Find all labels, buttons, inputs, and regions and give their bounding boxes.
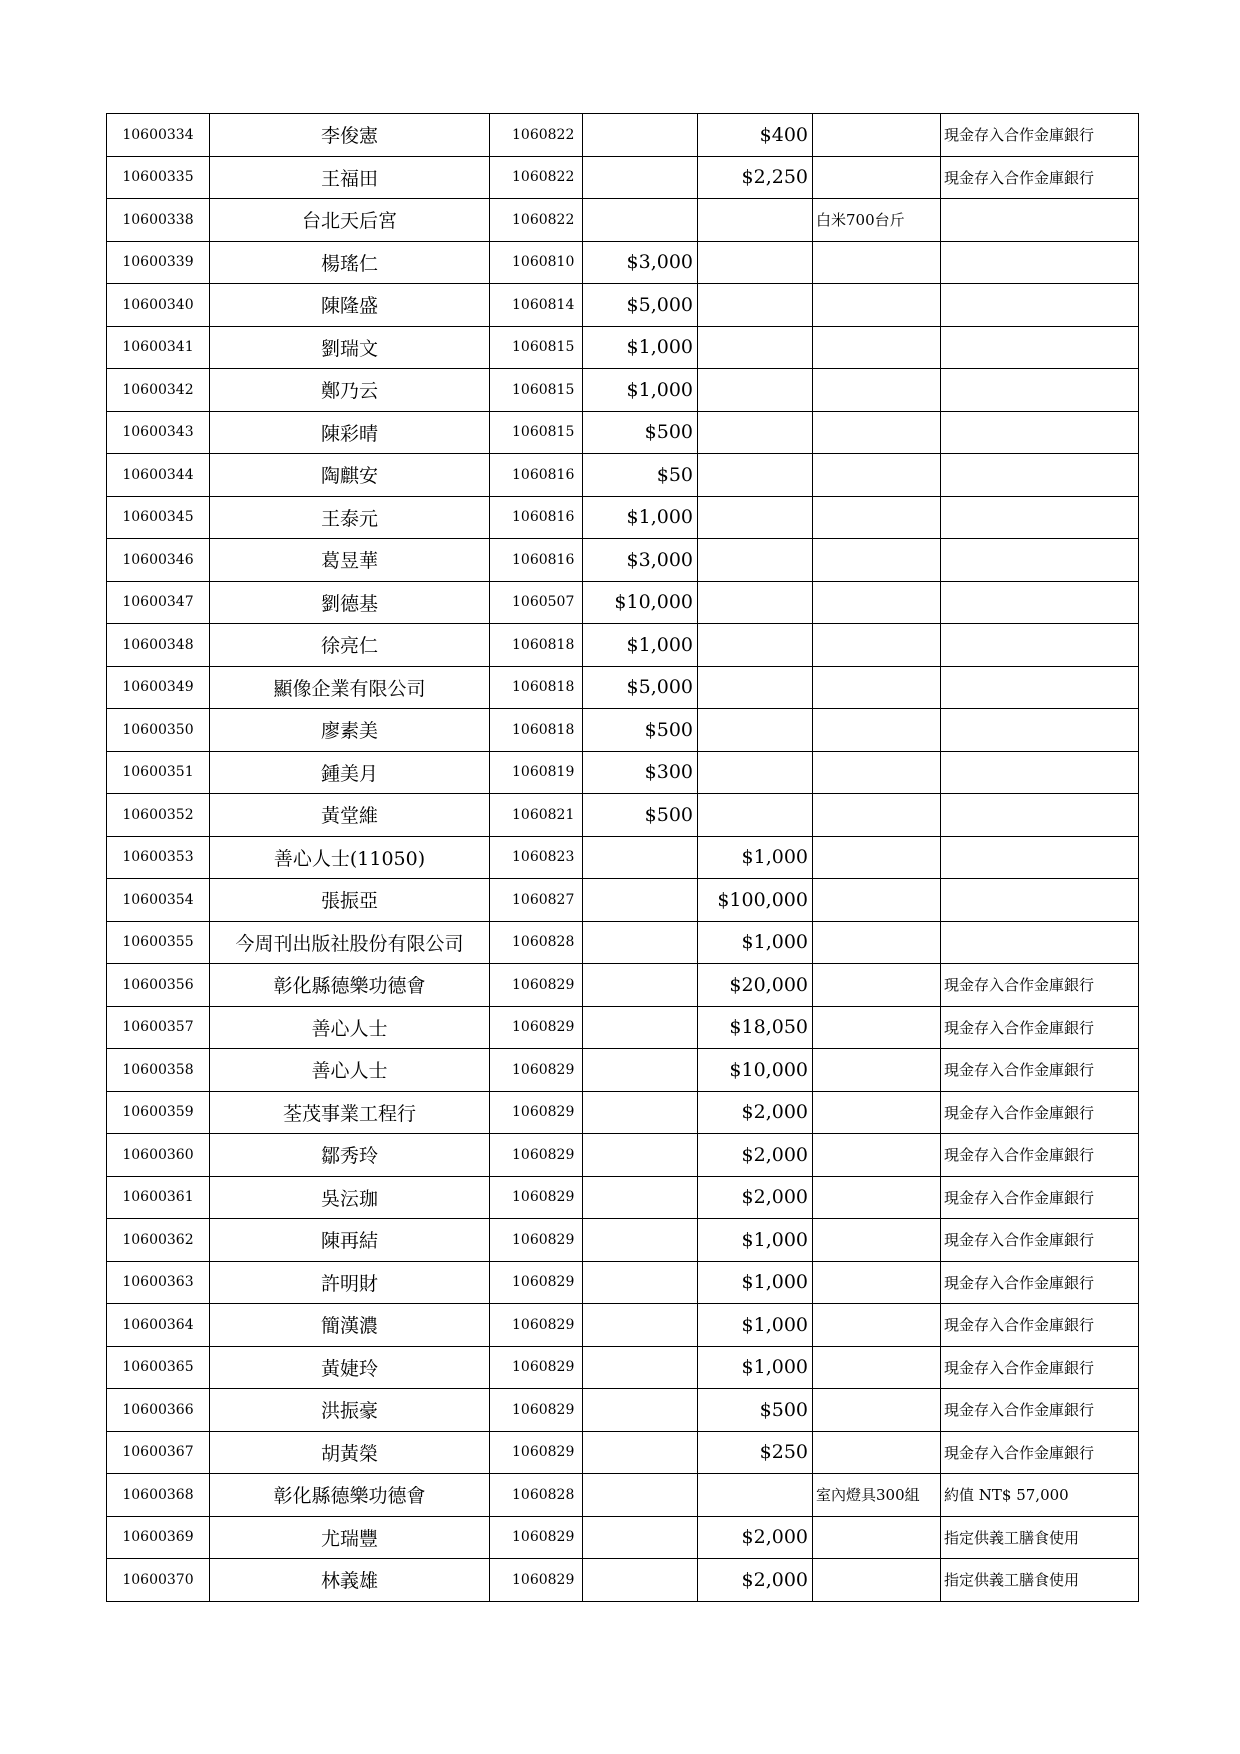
receipt-number-cell: 10600344 <box>107 454 210 497</box>
note-cell <box>941 199 1139 242</box>
note-cell: 現金存入合作金庫銀行 <box>941 1134 1139 1177</box>
receipt-number-cell: 10600350 <box>107 709 210 752</box>
note-cell: 現金存入合作金庫銀行 <box>941 114 1139 157</box>
table-row <box>107 369 1139 412</box>
bank-amount-cell <box>698 411 813 454</box>
note-cell: 現金存入合作金庫銀行 <box>941 1346 1139 1389</box>
table-row <box>107 1261 1139 1304</box>
cash-amount-cell <box>583 1006 698 1049</box>
donor-name-cell: 善心人士(11050) <box>210 836 490 879</box>
cash-amount-cell <box>583 921 698 964</box>
donor-name-cell: 今周刊出版社股份有限公司 <box>210 921 490 964</box>
date-cell: 1060829 <box>490 1134 583 1177</box>
receipt-number-cell: 10600353 <box>107 836 210 879</box>
cash-amount-cell: $3,000 <box>583 241 698 284</box>
in-kind-item-cell <box>813 1389 941 1432</box>
bank-amount-cell <box>698 326 813 369</box>
bank-amount-cell: $10,000 <box>698 1049 813 1092</box>
table-row <box>107 751 1139 794</box>
donor-name-cell: 陳再結 <box>210 1219 490 1262</box>
table-row <box>107 241 1139 284</box>
note-cell: 現金存入合作金庫銀行 <box>941 1304 1139 1347</box>
table-row <box>107 1091 1139 1134</box>
note-cell: 現金存入合作金庫銀行 <box>941 1219 1139 1262</box>
date-cell: 1060829 <box>490 1516 583 1559</box>
date-cell: 1060822 <box>490 114 583 157</box>
donor-name-cell: 廖素美 <box>210 709 490 752</box>
donor-name-cell: 楊瑤仁 <box>210 241 490 284</box>
date-cell: 1060829 <box>490 1219 583 1262</box>
date-cell: 1060507 <box>490 581 583 624</box>
bank-amount-cell: $250 <box>698 1431 813 1474</box>
cash-amount-cell <box>583 879 698 922</box>
note-cell: 現金存入合作金庫銀行 <box>941 1006 1139 1049</box>
in-kind-item-cell <box>813 241 941 284</box>
receipt-number-cell: 10600349 <box>107 666 210 709</box>
note-cell: 約值 NT$ 57,000 <box>941 1474 1139 1517</box>
in-kind-item-cell <box>813 964 941 1007</box>
in-kind-item-cell <box>813 284 941 327</box>
table-row <box>107 454 1139 497</box>
in-kind-item-cell <box>813 454 941 497</box>
bank-amount-cell <box>698 581 813 624</box>
table-row <box>107 114 1139 157</box>
cash-amount-cell: $1,000 <box>583 326 698 369</box>
in-kind-item-cell <box>813 1261 941 1304</box>
note-cell <box>941 751 1139 794</box>
date-cell: 1060823 <box>490 836 583 879</box>
cash-amount-cell <box>583 156 698 199</box>
table-row <box>107 1304 1139 1347</box>
note-cell <box>941 709 1139 752</box>
bank-amount-cell: $18,050 <box>698 1006 813 1049</box>
in-kind-item-cell <box>813 794 941 837</box>
in-kind-item-cell <box>813 1304 941 1347</box>
receipt-number-cell: 10600365 <box>107 1346 210 1389</box>
date-cell: 1060814 <box>490 284 583 327</box>
table-row <box>107 1049 1139 1092</box>
receipt-number-cell: 10600363 <box>107 1261 210 1304</box>
receipt-number-cell: 10600347 <box>107 581 210 624</box>
table-row <box>107 1134 1139 1177</box>
table-row <box>107 326 1139 369</box>
date-cell: 1060818 <box>490 709 583 752</box>
bank-amount-cell: $20,000 <box>698 964 813 1007</box>
note-cell <box>941 326 1139 369</box>
cash-amount-cell: $1,000 <box>583 624 698 667</box>
bank-amount-cell: $400 <box>698 114 813 157</box>
date-cell: 1060829 <box>490 1006 583 1049</box>
in-kind-item-cell <box>813 581 941 624</box>
bank-amount-cell <box>698 454 813 497</box>
donor-name-cell: 顯像企業有限公司 <box>210 666 490 709</box>
bank-amount-cell: $2,000 <box>698 1134 813 1177</box>
date-cell: 1060822 <box>490 156 583 199</box>
cash-amount-cell <box>583 1176 698 1219</box>
donor-name-cell: 王泰元 <box>210 496 490 539</box>
cash-amount-cell <box>583 1304 698 1347</box>
table-row <box>107 581 1139 624</box>
table-row <box>107 624 1139 667</box>
note-cell: 現金存入合作金庫銀行 <box>941 1389 1139 1432</box>
receipt-number-cell: 10600364 <box>107 1304 210 1347</box>
table-row <box>107 1389 1139 1432</box>
note-cell <box>941 284 1139 327</box>
receipt-number-cell: 10600352 <box>107 794 210 837</box>
bank-amount-cell: $2,000 <box>698 1559 813 1602</box>
table-row <box>107 156 1139 199</box>
in-kind-item-cell <box>813 1559 941 1602</box>
in-kind-item-cell <box>813 114 941 157</box>
bank-amount-cell: $2,000 <box>698 1176 813 1219</box>
note-cell <box>941 836 1139 879</box>
receipt-number-cell: 10600366 <box>107 1389 210 1432</box>
cash-amount-cell: $3,000 <box>583 539 698 582</box>
cash-amount-cell: $500 <box>583 411 698 454</box>
donor-name-cell: 張振亞 <box>210 879 490 922</box>
cash-amount-cell <box>583 1346 698 1389</box>
receipt-number-cell: 10600342 <box>107 369 210 412</box>
bank-amount-cell: $1,000 <box>698 1304 813 1347</box>
bank-amount-cell: $2,000 <box>698 1091 813 1134</box>
donor-name-cell: 許明財 <box>210 1261 490 1304</box>
donor-name-cell: 胡黃榮 <box>210 1431 490 1474</box>
receipt-number-cell: 10600357 <box>107 1006 210 1049</box>
in-kind-item-cell <box>813 411 941 454</box>
bank-amount-cell <box>698 794 813 837</box>
table-row <box>107 1431 1139 1474</box>
bank-amount-cell: $500 <box>698 1389 813 1432</box>
in-kind-item-cell <box>813 539 941 582</box>
cash-amount-cell: $5,000 <box>583 666 698 709</box>
donor-name-cell: 徐亮仁 <box>210 624 490 667</box>
date-cell: 1060821 <box>490 794 583 837</box>
bank-amount-cell <box>698 539 813 582</box>
note-cell <box>941 879 1139 922</box>
donor-name-cell: 彰化縣德樂功德會 <box>210 964 490 1007</box>
bank-amount-cell <box>698 709 813 752</box>
date-cell: 1060816 <box>490 454 583 497</box>
cash-amount-cell <box>583 1516 698 1559</box>
cash-amount-cell: $300 <box>583 751 698 794</box>
cash-amount-cell <box>583 1474 698 1517</box>
in-kind-item-cell <box>813 666 941 709</box>
receipt-number-cell: 10600356 <box>107 964 210 1007</box>
receipt-number-cell: 10600351 <box>107 751 210 794</box>
table-row <box>107 284 1139 327</box>
cash-amount-cell <box>583 1049 698 1092</box>
bank-amount-cell <box>698 241 813 284</box>
in-kind-item-cell <box>813 1346 941 1389</box>
donor-name-cell: 鄭乃云 <box>210 369 490 412</box>
cash-amount-cell: $1,000 <box>583 496 698 539</box>
donor-name-cell: 尤瑞豐 <box>210 1516 490 1559</box>
cash-amount-cell <box>583 1261 698 1304</box>
bank-amount-cell: $1,000 <box>698 921 813 964</box>
receipt-number-cell: 10600340 <box>107 284 210 327</box>
date-cell: 1060829 <box>490 1176 583 1219</box>
donor-name-cell: 葛昱華 <box>210 539 490 582</box>
bank-amount-cell <box>698 666 813 709</box>
cash-amount-cell: $50 <box>583 454 698 497</box>
in-kind-item-cell <box>813 1091 941 1134</box>
note-cell: 指定供義工膳食使用 <box>941 1516 1139 1559</box>
donor-name-cell: 黃堂維 <box>210 794 490 837</box>
date-cell: 1060818 <box>490 624 583 667</box>
date-cell: 1060829 <box>490 964 583 1007</box>
in-kind-item-cell <box>813 709 941 752</box>
receipt-number-cell: 10600345 <box>107 496 210 539</box>
donor-name-cell: 簡漢濃 <box>210 1304 490 1347</box>
ledger-body <box>107 114 1139 1602</box>
date-cell: 1060828 <box>490 1474 583 1517</box>
date-cell: 1060819 <box>490 751 583 794</box>
cash-amount-cell: $5,000 <box>583 284 698 327</box>
table-row <box>107 964 1139 1007</box>
receipt-number-cell: 10600354 <box>107 879 210 922</box>
bank-amount-cell: $1,000 <box>698 836 813 879</box>
receipt-number-cell: 10600339 <box>107 241 210 284</box>
bank-amount-cell: $2,250 <box>698 156 813 199</box>
cash-amount-cell: $10,000 <box>583 581 698 624</box>
bank-amount-cell: $1,000 <box>698 1346 813 1389</box>
cash-amount-cell: $500 <box>583 794 698 837</box>
date-cell: 1060829 <box>490 1261 583 1304</box>
in-kind-item-cell <box>813 1516 941 1559</box>
receipt-number-cell: 10600369 <box>107 1516 210 1559</box>
receipt-number-cell: 10600358 <box>107 1049 210 1092</box>
date-cell: 1060829 <box>490 1346 583 1389</box>
cash-amount-cell <box>583 1431 698 1474</box>
receipt-number-cell: 10600362 <box>107 1219 210 1262</box>
donor-name-cell: 台北天后宮 <box>210 199 490 242</box>
table-row <box>107 539 1139 582</box>
note-cell: 現金存入合作金庫銀行 <box>941 156 1139 199</box>
in-kind-item-cell <box>813 496 941 539</box>
table-row <box>107 666 1139 709</box>
receipt-number-cell: 10600335 <box>107 156 210 199</box>
date-cell: 1060815 <box>490 326 583 369</box>
table-row <box>107 1346 1139 1389</box>
table-row <box>107 836 1139 879</box>
note-cell <box>941 241 1139 284</box>
date-cell: 1060810 <box>490 241 583 284</box>
table-row <box>107 199 1139 242</box>
in-kind-item-cell <box>813 1431 941 1474</box>
bank-amount-cell <box>698 496 813 539</box>
note-cell: 現金存入合作金庫銀行 <box>941 1176 1139 1219</box>
receipt-number-cell: 10600370 <box>107 1559 210 1602</box>
cash-amount-cell: $500 <box>583 709 698 752</box>
donor-name-cell: 劉德基 <box>210 581 490 624</box>
in-kind-item-cell <box>813 921 941 964</box>
table-row <box>107 1176 1139 1219</box>
cash-amount-cell <box>583 1091 698 1134</box>
table-row <box>107 921 1139 964</box>
donor-name-cell: 洪振豪 <box>210 1389 490 1432</box>
date-cell: 1060815 <box>490 411 583 454</box>
note-cell: 指定供義工膳食使用 <box>941 1559 1139 1602</box>
in-kind-item-cell <box>813 751 941 794</box>
donor-name-cell: 吳沄珈 <box>210 1176 490 1219</box>
date-cell: 1060816 <box>490 496 583 539</box>
donor-name-cell: 陳隆盛 <box>210 284 490 327</box>
bank-amount-cell <box>698 284 813 327</box>
cash-amount-cell <box>583 199 698 242</box>
in-kind-item-cell <box>813 1134 941 1177</box>
bank-amount-cell: $100,000 <box>698 879 813 922</box>
in-kind-item-cell <box>813 1049 941 1092</box>
donor-name-cell: 劉瑞文 <box>210 326 490 369</box>
table-row <box>107 879 1139 922</box>
note-cell: 現金存入合作金庫銀行 <box>941 1049 1139 1092</box>
in-kind-item-cell <box>813 326 941 369</box>
table-row <box>107 794 1139 837</box>
date-cell: 1060829 <box>490 1304 583 1347</box>
note-cell: 現金存入合作金庫銀行 <box>941 1091 1139 1134</box>
date-cell: 1060815 <box>490 369 583 412</box>
date-cell: 1060829 <box>490 1431 583 1474</box>
in-kind-item-cell <box>813 1219 941 1262</box>
donor-name-cell: 鄒秀玲 <box>210 1134 490 1177</box>
bank-amount-cell: $1,000 <box>698 1261 813 1304</box>
donor-name-cell: 鍾美月 <box>210 751 490 794</box>
note-cell <box>941 921 1139 964</box>
bank-amount-cell <box>698 369 813 412</box>
cash-amount-cell <box>583 964 698 1007</box>
in-kind-item-cell <box>813 369 941 412</box>
in-kind-item-cell <box>813 879 941 922</box>
table-row <box>107 709 1139 752</box>
donor-name-cell: 陶麒安 <box>210 454 490 497</box>
table-row <box>107 1559 1139 1602</box>
date-cell: 1060827 <box>490 879 583 922</box>
bank-amount-cell: $1,000 <box>698 1219 813 1262</box>
bank-amount-cell <box>698 751 813 794</box>
note-cell <box>941 539 1139 582</box>
receipt-number-cell: 10600359 <box>107 1091 210 1134</box>
receipt-number-cell: 10600334 <box>107 114 210 157</box>
bank-amount-cell: $2,000 <box>698 1516 813 1559</box>
date-cell: 1060828 <box>490 921 583 964</box>
date-cell: 1060822 <box>490 199 583 242</box>
donor-name-cell: 李俊憲 <box>210 114 490 157</box>
receipt-number-cell: 10600361 <box>107 1176 210 1219</box>
receipt-number-cell: 10600341 <box>107 326 210 369</box>
donor-name-cell: 王福田 <box>210 156 490 199</box>
cash-amount-cell <box>583 1219 698 1262</box>
note-cell <box>941 624 1139 667</box>
note-cell <box>941 794 1139 837</box>
table-row <box>107 1006 1139 1049</box>
bank-amount-cell <box>698 624 813 667</box>
receipt-number-cell: 10600338 <box>107 199 210 242</box>
receipt-number-cell: 10600360 <box>107 1134 210 1177</box>
date-cell: 1060829 <box>490 1049 583 1092</box>
note-cell <box>941 369 1139 412</box>
bank-amount-cell <box>698 1474 813 1517</box>
table-row <box>107 496 1139 539</box>
note-cell <box>941 666 1139 709</box>
note-cell: 現金存入合作金庫銀行 <box>941 964 1139 1007</box>
date-cell: 1060816 <box>490 539 583 582</box>
date-cell: 1060818 <box>490 666 583 709</box>
receipt-number-cell: 10600368 <box>107 1474 210 1517</box>
donor-name-cell: 善心人士 <box>210 1006 490 1049</box>
date-cell: 1060829 <box>490 1559 583 1602</box>
cash-amount-cell <box>583 1559 698 1602</box>
in-kind-item-cell <box>813 156 941 199</box>
in-kind-item-cell <box>813 1006 941 1049</box>
donor-name-cell: 荃茂事業工程行 <box>210 1091 490 1134</box>
date-cell: 1060829 <box>490 1389 583 1432</box>
bank-amount-cell <box>698 199 813 242</box>
note-cell <box>941 454 1139 497</box>
donor-name-cell: 林義雄 <box>210 1559 490 1602</box>
receipt-number-cell: 10600355 <box>107 921 210 964</box>
receipt-number-cell: 10600343 <box>107 411 210 454</box>
in-kind-item-cell <box>813 836 941 879</box>
donor-name-cell: 彰化縣德樂功德會 <box>210 1474 490 1517</box>
donor-name-cell: 陳彩晴 <box>210 411 490 454</box>
note-cell <box>941 411 1139 454</box>
cash-amount-cell <box>583 836 698 879</box>
table-row <box>107 1474 1139 1517</box>
note-cell <box>941 496 1139 539</box>
cash-amount-cell <box>583 1389 698 1432</box>
in-kind-item-cell <box>813 624 941 667</box>
receipt-number-cell: 10600348 <box>107 624 210 667</box>
in-kind-item-cell: 室內燈具300組 <box>813 1474 941 1517</box>
note-cell <box>941 581 1139 624</box>
donor-name-cell: 黃婕玲 <box>210 1346 490 1389</box>
receipt-number-cell: 10600367 <box>107 1431 210 1474</box>
in-kind-item-cell <box>813 1176 941 1219</box>
table-row <box>107 1219 1139 1262</box>
donor-name-cell: 善心人士 <box>210 1049 490 1092</box>
receipt-number-cell: 10600346 <box>107 539 210 582</box>
table-row <box>107 411 1139 454</box>
date-cell: 1060829 <box>490 1091 583 1134</box>
donation-ledger-table <box>106 113 1139 1602</box>
cash-amount-cell <box>583 1134 698 1177</box>
cash-amount-cell <box>583 114 698 157</box>
in-kind-item-cell: 白米700台斤 <box>813 199 941 242</box>
table-row <box>107 1516 1139 1559</box>
note-cell: 現金存入合作金庫銀行 <box>941 1261 1139 1304</box>
note-cell: 現金存入合作金庫銀行 <box>941 1431 1139 1474</box>
cash-amount-cell: $1,000 <box>583 369 698 412</box>
